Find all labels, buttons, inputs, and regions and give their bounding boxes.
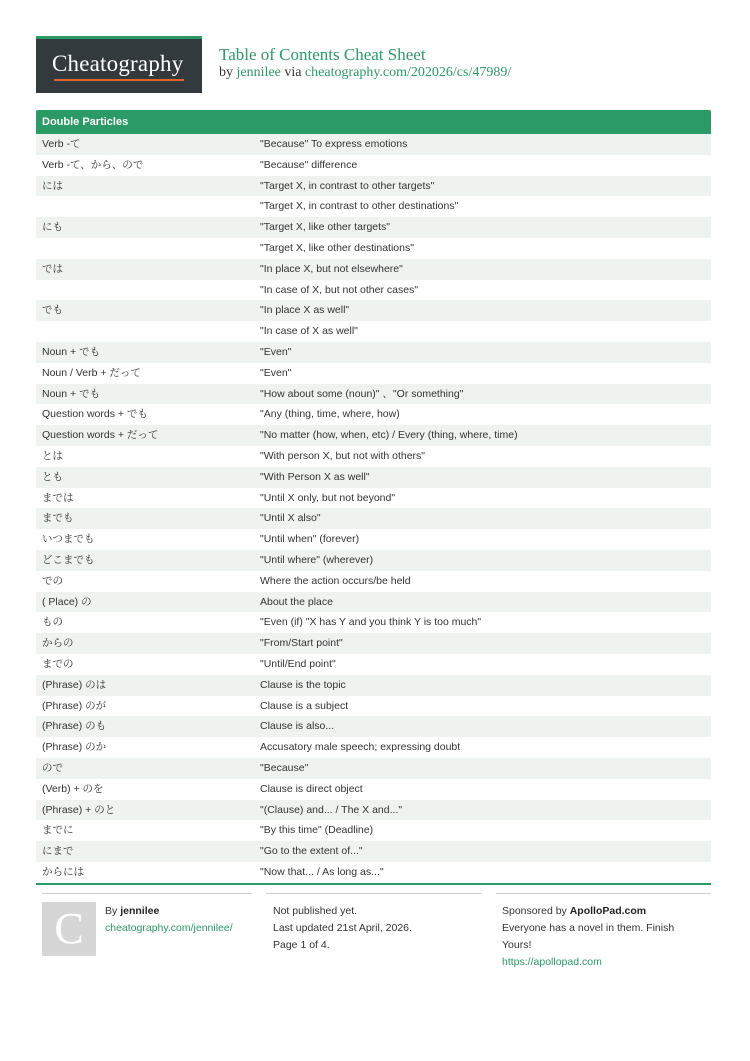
meaning-cell: "Target X, like other destinations" [260,241,414,254]
table-row [36,446,711,467]
table-row [36,425,711,446]
meaning-cell: Clause is a subject [260,699,349,712]
table-row [36,321,711,342]
particle-cell: (Phrase) のか [42,741,107,754]
meaning-cell: Accusatory male speech; expressing doubt [260,741,461,754]
particle-cell: もの [42,616,63,629]
table-row [36,841,711,862]
particle-cell: からには [42,865,84,878]
published-status: Not published yet. [273,905,358,917]
meaning-cell: "Until/End point" [260,657,336,670]
table-row [36,779,711,800]
particle-cell [36,196,260,217]
particle-cell: までも [42,512,74,525]
footer-divider [42,893,252,894]
footer-by-line [105,903,233,920]
particle-cell: ので [42,761,63,774]
meaning-cell: "In case of X as well" [260,325,358,338]
particle-cell: とも [42,470,63,483]
table-row [36,675,711,696]
particle-cell: ( Place) の [42,595,92,608]
particle-cell: までの [42,657,74,670]
meaning-cell: "Even" [260,366,292,379]
particle-cell [36,321,260,342]
particle-cell: とは [42,449,63,462]
table-row [36,508,711,529]
particle-cell: (Phrase) のが [42,699,107,712]
meaning-cell: "Until X only, but not beyond" [260,491,396,504]
meaning-cell: "In case of X, but not other cases" [260,283,419,296]
particle-cell: からの [42,637,74,650]
avatar-letter: C [54,904,84,953]
particle-cell: Noun + でも [42,345,101,358]
via-label: via [284,65,302,80]
particle-cell: では [42,262,63,275]
table-row [36,404,711,425]
meaning-cell: "(Clause) and... / The X and..." [260,803,403,816]
meaning-cell: "Target X, in contrast to other targets" [260,179,435,192]
table-row [36,529,711,550]
table-row [36,488,711,509]
table-row [36,300,711,321]
meaning-cell: "Target X, in contrast to other destinations" [260,200,459,213]
table-row [36,363,711,384]
footer-divider [496,893,711,894]
table-row [36,716,711,737]
particle-cell [36,280,260,301]
footer-author-name[interactable]: jennilee [120,905,160,917]
particle-cell: いつまでも [42,533,95,546]
meaning-cell: "With person X, but not with others" [260,449,426,462]
table-row [36,176,711,197]
footer-divider [266,893,482,894]
particle-cell: どこまでも [42,553,95,566]
sponsor-name[interactable]: ApolloPad.com [569,905,647,917]
particle-cell: には [42,179,63,192]
logo-text: Cheatography [52,51,184,76]
table-row [36,384,711,405]
sponsor-line [502,903,687,920]
particle-cell: Verb -て、から、ので [42,158,144,171]
particle-cell: でも [42,304,63,317]
table-row [36,134,711,155]
meaning-cell: Clause is also... [260,720,335,733]
by-prefix: by [219,65,233,80]
sponsor-url[interactable]: https://apollopad.com [502,956,602,968]
table-row [36,737,711,758]
table-row [36,758,711,779]
table-row [36,820,711,841]
sponsored-label: Sponsored by [502,905,567,917]
particle-cell: Noun + でも [42,387,101,400]
meaning-cell: "Any (thing, time, where, how) [260,408,400,421]
footer-author-column [105,903,233,937]
table-row [36,862,711,883]
meaning-cell: Where the action occurs/be held [260,574,411,587]
table-row [36,696,711,717]
particle-cell: Noun / Verb + だって [42,366,141,379]
sheet-url-link[interactable]: cheatography.com/202026/cs/47989/ [304,65,512,80]
table-row [36,633,711,654]
particle-cell: (Phrase) のは [42,678,107,691]
meaning-cell: About the place [260,595,333,608]
particle-cell: (Verb) + のを [42,782,104,795]
meaning-cell: "With Person X as well" [260,470,370,483]
meaning-cell: "From/Start point" [260,637,343,650]
meaning-cell: "Because" [260,761,309,774]
table-row [36,259,711,280]
table-row [36,155,711,176]
sheet-title: Table of Contents Cheat Sheet [219,45,426,64]
meaning-cell: "Because" difference [260,158,358,171]
table-row [36,196,711,217]
meaning-cell: "In place X as well" [260,304,350,317]
particle-cell: までに [42,824,74,837]
section-bottom-rule [36,883,711,885]
particle-table [36,134,711,883]
table-row [36,550,711,571]
author-link[interactable]: jennilee [236,65,281,80]
table-row [36,467,711,488]
meaning-cell: "Even" [260,345,292,358]
table-row [36,280,711,301]
meaning-cell: "Until X also" [260,512,321,525]
last-updated: Last updated 21st April, 2026. [273,922,412,934]
particle-cell: Verb -て [42,138,81,150]
meaning-cell: Clause is the topic [260,678,346,691]
footer-author-url[interactable]: cheatography.com/jennilee/ [105,922,233,934]
particle-cell: (Phrase) のも [42,720,107,733]
double-particles-section [36,110,711,885]
table-row [36,654,711,675]
table-row [36,571,711,592]
table-row [36,217,711,238]
particle-cell: (Phrase) + のと [42,803,116,816]
meaning-cell: "Go to the extent of..." [260,845,363,858]
table-row [36,592,711,613]
meaning-cell: "Now that... / As long as..." [260,865,384,878]
particle-cell: での [42,574,63,587]
meaning-cell: "Target X, like other targets" [260,221,391,234]
particle-cell: Question words + だって [42,429,159,442]
logo-underline [54,79,184,81]
meaning-cell: "In place X, but not elsewhere" [260,262,403,275]
table-row [36,238,711,259]
cheatography-logo[interactable] [36,36,202,93]
meaning-cell: "Until where" (wherever) [260,553,374,566]
particle-cell: までは [42,491,74,504]
particle-cell [36,238,260,259]
meaning-cell: "Even (if) "X has Y and you think Y is too much" [260,616,482,629]
sheet-byline [219,65,511,81]
table-row [36,612,711,633]
table-row [36,800,711,821]
page-footer [36,893,711,973]
footer-sponsor-column [502,903,687,971]
page-number: Page 1 of 4. [273,939,330,951]
meaning-cell: "No matter (how, when, etc) / Every (thing, where, time) [260,429,518,442]
particle-cell: Question words + でも [42,408,148,421]
section-title: Double Particles [36,110,711,134]
table-row [36,342,711,363]
meaning-cell: "By this time" (Deadline) [260,824,374,837]
sponsor-text: Everyone has a novel in them. Finish Yours! [502,922,675,951]
author-avatar[interactable] [42,902,96,956]
meaning-cell: Clause is direct object [260,782,363,795]
particle-cell: にも [42,221,63,234]
meaning-cell: "Until when" (forever) [260,533,360,546]
footer-meta-column [273,903,412,954]
meaning-cell: "How about some (noun)" 、"Or something" [260,387,464,400]
footer-by-label: By [105,905,118,917]
particle-cell: にまで [42,845,74,858]
meaning-cell: "Because" To express emotions [260,138,408,150]
